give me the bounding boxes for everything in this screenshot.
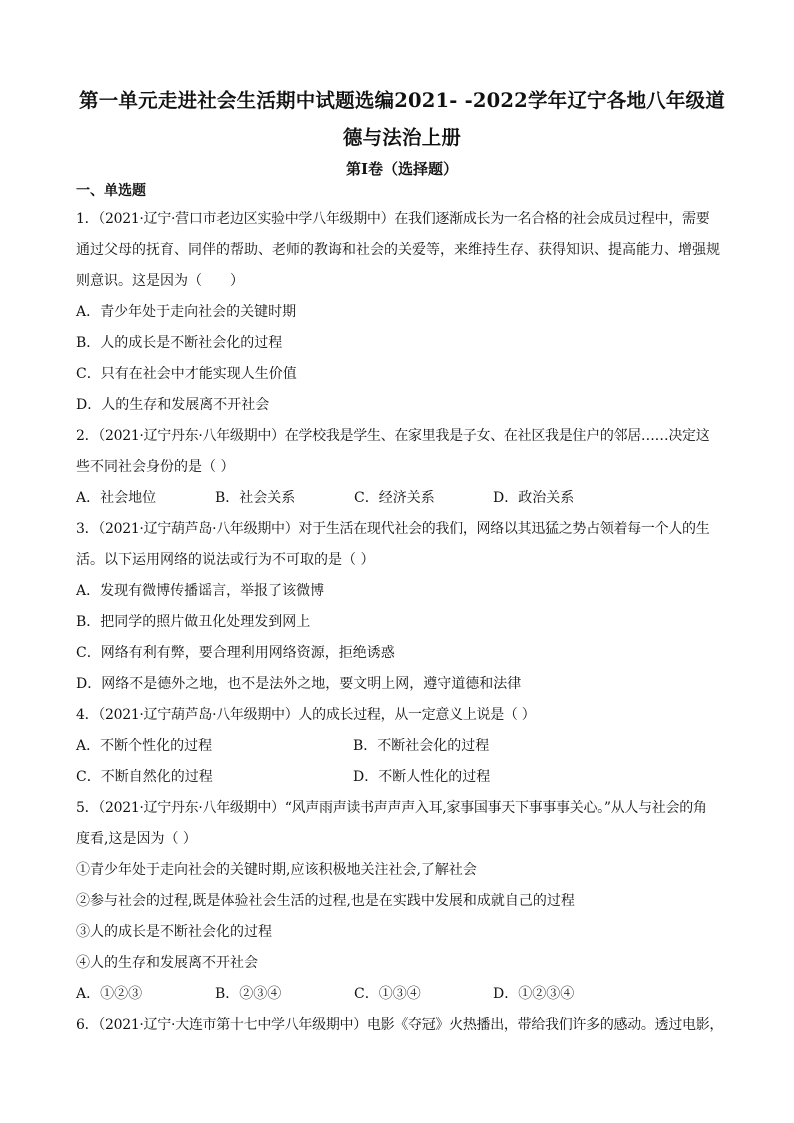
question-5-statement-4: ④人的生存和发展离不开社会 (76, 955, 258, 971)
question-3-option-c: C．网络有利有弊，要合理利用网络资源，拒绝诱惑 (76, 645, 395, 661)
question-5-options (76, 979, 728, 1010)
question-4-options-row-2 (76, 762, 728, 793)
question-3-option-d: D．网络不是德外之地，也不是法外之地，要文明上网，遵守道德和法律 (76, 676, 522, 692)
question-4-option-b: B．不断社会化的过程 (353, 738, 490, 754)
question-4-option-d: D．不断人性化的过程 (353, 769, 491, 785)
question-2 (76, 421, 728, 514)
question-2-option-c: C．经济关系 (354, 490, 435, 506)
question-5-statement-3: ③人的成长是不断社会化的过程 (76, 924, 272, 940)
question-1-option-a: A．青少年处于走向社会的关键时期 (76, 304, 297, 320)
question-5-statement-2: ②参与社会的过程,既是体验社会生活的过程,也是在实践中发展和成就自己的过程 (76, 893, 575, 909)
title-line-1: 第一单元走进社会生活期中试题选编2021- -2022学年辽宁各地八年级道 (79, 89, 725, 112)
question-4-option-c: C．不断自然化的过程 (76, 769, 213, 785)
document-title (66, 82, 738, 156)
question-6 (76, 1010, 728, 1041)
section-heading: 一、单选题 (76, 183, 146, 199)
question-5-statement-1: ①青少年处于走向社会的关键时期,应该积极地关注社会,了解社会 (76, 862, 477, 878)
question-3-option-a: A．发现有微博传播谣言，举报了该微博 (76, 583, 325, 599)
question-5-line-1: 5．（2021·辽宁丹东·八年级期中）“风声雨声读书声声声入耳,家事国事天下事事事关心。”从人与社会的角 (76, 800, 707, 816)
question-4-option-a: A．不断个性化的过程 (76, 738, 213, 754)
question-3-line-1: 3．（2021·辽宁葫芦岛·八年级期中）对于生活在现代社会的我们，网络以其迅猛之势占领着每一个人的生 (76, 521, 710, 537)
question-1 (76, 204, 728, 421)
question-1-line-2: 通过父母的抚育、同伴的帮助、老师的教诲和社会的关爱等，来维持生存、获得知识、提高能力、增强规 (76, 242, 720, 258)
question-2-option-d: D．政治关系 (493, 490, 575, 506)
title-line-2: 德与法治上册 (342, 126, 462, 149)
question-3-line-2: 活。以下运用网络的说法或行为不可取的是（ ） (76, 552, 375, 568)
question-2-line-2: 些不同社会身份的是（ ） (76, 459, 235, 475)
question-5-line-2: 度看,这是因为（ ） (76, 831, 197, 847)
question-3 (76, 514, 728, 700)
question-1-option-d: D．人的生存和发展离不开社会 (76, 397, 270, 413)
question-2-line-1: 2．（2021·辽宁丹东·八年级期中）在学校我是学生、在家里我是子女、在社区我是住户的邻居……决定这 (76, 428, 710, 444)
question-5-option-c: C．①③④ (354, 986, 421, 1002)
question-2-option-a: A．社会地位 (76, 490, 157, 506)
question-1-option-c: C．只有在社会中才能实现人生价值 (76, 366, 297, 382)
question-4-options-row-1 (76, 731, 728, 762)
question-1-option-b: B．人的成长是不断社会化的过程 (76, 335, 283, 351)
question-5 (76, 793, 728, 1010)
question-1-line-1: 1．（2021·辽宁·营口市老边区实验中学八年级期中）在我们逐渐成长为一名合格的社会成员过程中，需要 (76, 211, 710, 227)
volume-heading: 第I卷（选择题） (345, 160, 459, 178)
question-2-option-b: B．社会关系 (215, 490, 296, 506)
question-4-line-1: 4．（2021·辽宁葫芦岛·八年级期中）人的成长过程，从一定意义上说是（ ） (76, 707, 536, 723)
question-6-line-1: 6．（2021·辽宁·大连市第十七中学八年级期中）电影《夺冠》火热播出，带给我们许多的感动。透过电影， (76, 1017, 724, 1033)
question-5-option-d: D．①②③④ (493, 986, 575, 1002)
question-5-option-a: A．①②③ (76, 986, 143, 1002)
question-4 (76, 700, 728, 793)
question-3-option-b: B．把同学的照片做丑化处理发到网上 (76, 614, 311, 630)
question-5-option-b: B．②③④ (215, 986, 282, 1002)
question-2-options (76, 483, 728, 514)
question-1-line-3: 则意识。这是因为（ ） (76, 273, 244, 289)
